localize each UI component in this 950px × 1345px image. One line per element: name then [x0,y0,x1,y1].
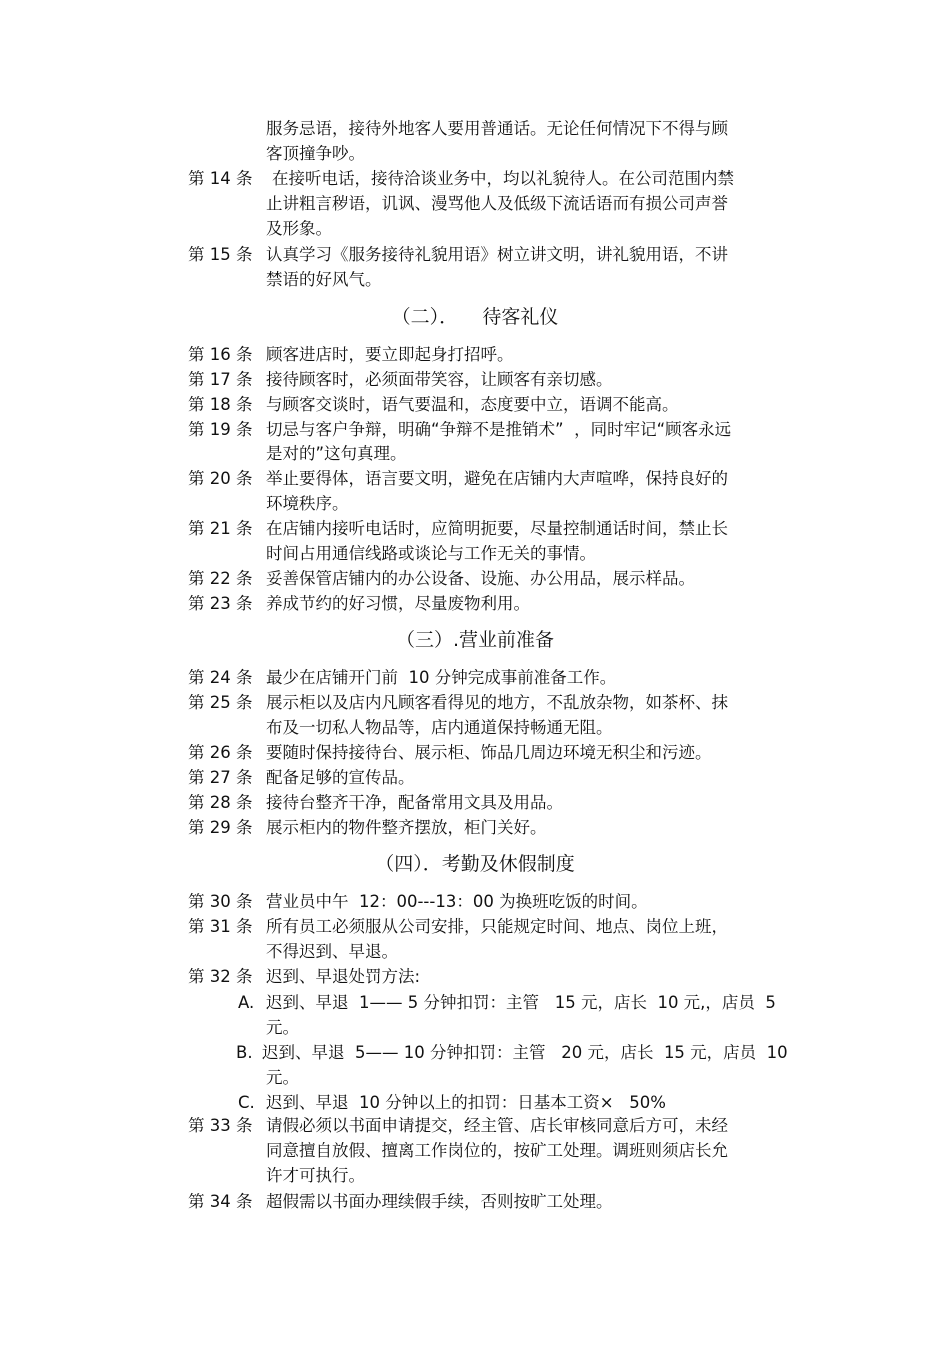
article-text: 迟到、早退处罚方法: [266,967,421,986]
article-label: 第 28 条 [188,793,253,812]
article-text: 超假需以书面办理续假手续，否则按旷工处理。 [266,1192,613,1211]
sub-item-key: B. [236,1043,253,1062]
article-label: 第 27 条 [188,768,253,787]
article-text: 是对的”这句真理。 [266,444,407,463]
article-text: 所有员工必须服从公司安排，只能规定时间、地点、岗位上班， [266,917,728,936]
article-label: 第 34 条 [188,1192,253,1211]
sub-item-text: 元。 [266,1068,299,1087]
intro-line-1: 服务忌语，接待外地客人要用普通话。无论任何情况下不得与顾 [266,119,728,138]
article-text: 许才可执行。 [266,1166,365,1185]
article-text: 最少在店铺开门前 10 分钟完成事前准备工作。 [266,668,617,687]
article-label: 第 33 条 [188,1116,253,1135]
article-text: 营业员中午 12：00---13：00 为换班吃饭的时间。 [266,892,648,911]
section-heading: （四）．考勤及休假制度 [375,853,575,875]
intro-line-2: 客顶撞争吵。 [266,144,365,163]
article-text: 与顾客交谈时，语气要温和，态度要中立，语调不能高。 [266,395,679,414]
article-label: 第 23 条 [188,594,253,613]
article-text: 在接听电话，接待洽谈业务中，均以礼貌待人。在公司范围内禁 [272,169,734,188]
article-text: 接待台整齐干净，配备常用文具及用品。 [266,793,563,812]
article-text: 举止要得体，语言要文明，避免在店铺内大声喧哗，保持良好的 [266,469,728,488]
article-text: 不得迟到、早退。 [266,942,398,961]
article-text: 切忌与客户争辩，明确“争辩不是推销术” ，同时牢记“顾客永远 [266,420,732,439]
article-text: 禁语的好风气。 [266,270,382,289]
section-heading: （二）． 待客礼仪 [391,306,559,328]
article-label: 第 18 条 [188,395,253,414]
article-text: 认真学习《服务接待礼貌用语》树立讲文明，讲礼貌用语，不讲 [266,245,728,264]
sub-item-text: 迟到、早退 1—— 5 分钟扣罚：主管 15 元，店长 10 元,，店员 5 [266,993,776,1012]
section-heading: （三）.营业前准备 [395,629,555,651]
article-label: 第 14 条 [188,169,253,188]
article-text: 环境秩序。 [266,494,349,513]
sub-item-key: C. [238,1093,255,1112]
article-text: 接待顾客时，必须面带笑容，让顾客有亲切感。 [266,370,613,389]
article-text: 请假必须以书面申请提交，经主管、店长审核同意后方可，未经 [266,1116,728,1135]
sub-item-text: 迟到、早退 5—— 10 分钟扣罚：主管 20 元，店长 15 元，店员 10 [262,1043,788,1062]
article-label: 第 19 条 [188,420,253,439]
article-label: 第 31 条 [188,917,253,936]
article-text: 顾客进店时，要立即起身打招呼。 [266,345,514,364]
article-text: 布及一切私人物品等，店内通道保持畅通无阻。 [266,718,613,737]
article-label: 第 24 条 [188,668,253,687]
article-text: 妥善保管店铺内的办公设备、设施、办公用品，展示样品。 [266,569,695,588]
article-label: 第 26 条 [188,743,253,762]
article-label: 第 21 条 [188,519,253,538]
article-text: 配备足够的宣传品。 [266,768,415,787]
article-label: 第 30 条 [188,892,253,911]
article-label: 第 22 条 [188,569,253,588]
article-label: 第 15 条 [188,245,253,264]
article-text: 在店铺内接听电话时，应简明扼要，尽量控制通话时间，禁止长 [266,519,728,538]
article-label: 第 32 条 [188,967,253,986]
sub-item-text: 迟到、早退 10 分钟以上的扣罚：日基本工资× 50% [266,1093,666,1112]
article-text: 及形象。 [266,219,332,238]
article-text: 同意擅自放假、擅离工作岗位的，按矿工处理。调班则须店长允 [266,1141,728,1160]
article-text: 时间占用通信线路或谈论与工作无关的事情。 [266,544,596,563]
sub-item-key: A. [238,993,255,1012]
article-text: 要随时保持接待台、展示柜、饰品几周边环境无积尘和污迹。 [266,743,712,762]
article-label: 第 25 条 [188,693,253,712]
article-text: 养成节约的好习惯，尽量废物利用。 [266,594,530,613]
article-text: 展示柜内的物件整齐摆放，柜门关好。 [266,818,547,837]
article-text: 展示柜以及店内凡顾客看得见的地方，不乱放杂物，如茶杯、抹 [266,693,728,712]
article-label: 第 29 条 [188,818,253,837]
article-label: 第 16 条 [188,345,253,364]
sub-item-text: 元。 [266,1018,299,1037]
article-label: 第 17 条 [188,370,253,389]
article-text: 止讲粗言秽语，讥讽、漫骂他人及低级下流话语而有损公司声誉 [266,194,728,213]
article-label: 第 20 条 [188,469,253,488]
